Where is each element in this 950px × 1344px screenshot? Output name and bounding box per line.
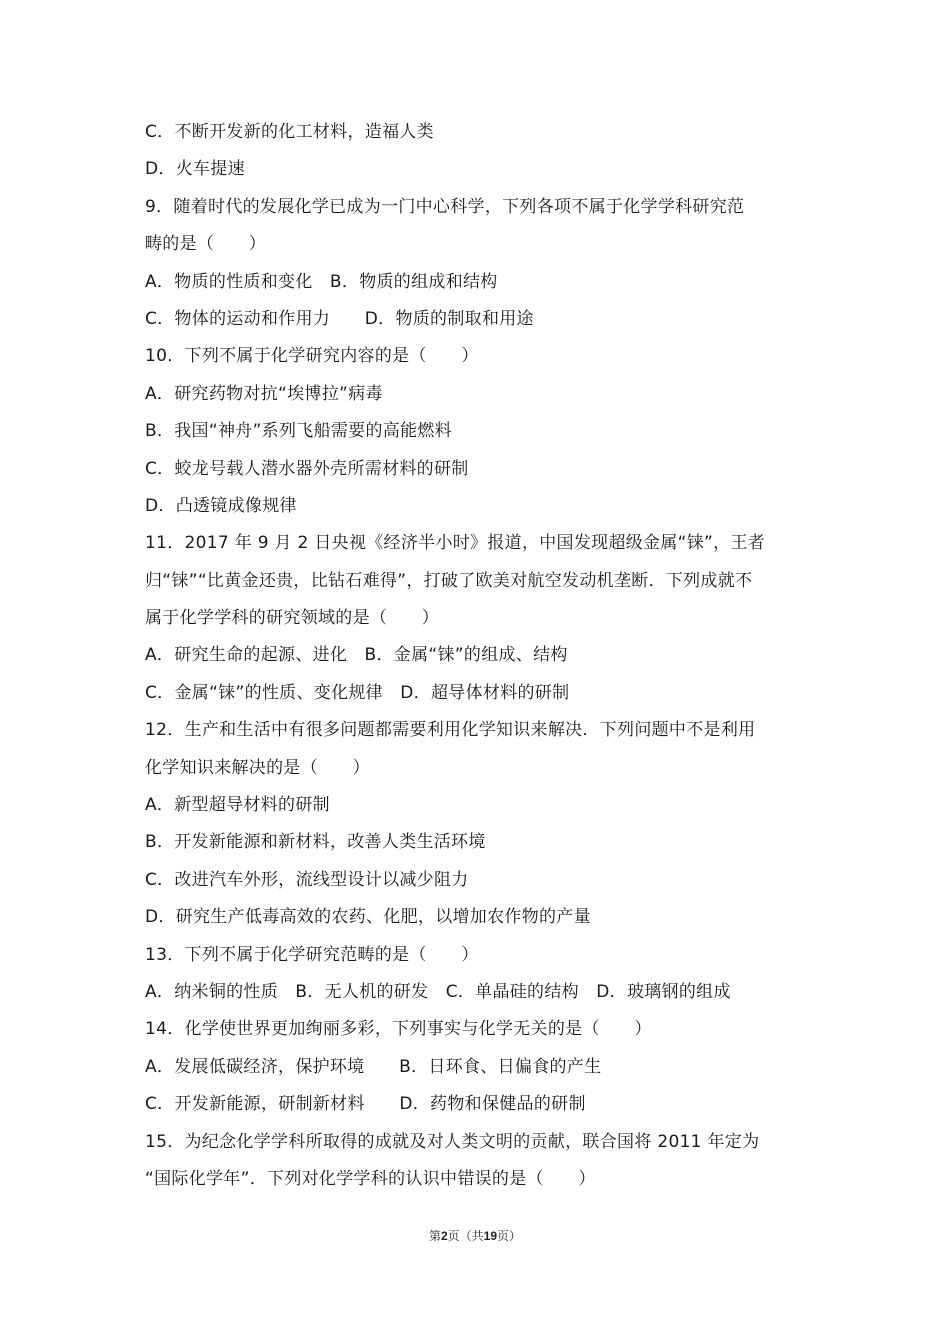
text-line: C．改进汽车外形，流线型设计以减少阻力	[145, 869, 469, 890]
text-line: A．研究药物对抗“埃博拉”病毒	[145, 383, 383, 404]
text-line: 13．下列不属于化学研究范畴的是（ ）	[145, 944, 479, 965]
text-line: “国际化学年”．下列对化学学科的认识中错误的是（ ）	[145, 1168, 596, 1189]
page-footer	[0, 1226, 950, 1246]
text-line: B．我国“神舟”系列飞船需要的高能燃料	[145, 421, 452, 442]
text-line: D．研究生产低毒高效的农药、化肥，以增加农作物的产量	[145, 907, 591, 928]
text-line: D．火车提速	[145, 159, 245, 180]
footer-prefix: 第	[428, 1229, 441, 1243]
text-line: A．发展低碳经济，保护环境 B．日环食、日偏食的产生	[145, 1056, 602, 1077]
text-line: 14．化学使世界更加绚丽多彩，下列事实与化学无关的是（ ）	[145, 1019, 652, 1040]
text-line: 9．随着时代的发展化学已成为一门中心科学，下列各项不属于化学学科研究范	[145, 196, 745, 217]
text-line: 畴的是（ ）	[145, 234, 267, 255]
text-line: C．开发新能源，研制新材料 D．药物和保健品的研制	[145, 1094, 586, 1115]
text-line: C．蛟龙号载人潜水器外壳所需材料的研制	[145, 458, 469, 479]
text-line: 归“铼”“比黄金还贵，比钻石难得”，打破了欧美对航空发动机垄断．下列成就不	[145, 570, 753, 591]
text-line: C．物体的运动和作用力 D．物质的制取和用途	[145, 308, 534, 329]
text-line: A．物质的性质和变化 B．物质的组成和结构	[145, 271, 498, 292]
text-line: 10．下列不属于化学研究内容的是（ ）	[145, 346, 479, 367]
question-text-block	[145, 114, 810, 1198]
footer-suffix: 页）	[497, 1229, 522, 1243]
text-line: D．凸透镜成像规律	[145, 495, 297, 516]
page-number: 2	[440, 1229, 448, 1243]
text-line: 12．生产和生活中有很多问题都需要利用化学知识来解决．下列问题中不是利用	[145, 720, 756, 741]
text-line: A．纳米铜的性质 B．无人机的研发 C．单晶硅的结构 D．玻璃钢的组成	[145, 981, 731, 1002]
text-line: C．金属“铼”的性质、变化规律 D．超导体材料的研制	[145, 682, 570, 703]
text-line: A．研究生命的起源、进化 B．金属“铼”的组成、结构	[145, 645, 568, 666]
footer-middle: 页（共	[447, 1229, 484, 1243]
text-line: 15．为纪念化学学科所取得的成就及对人类文明的贡献，联合国将 2011 年定为	[145, 1131, 760, 1152]
text-line: 属于化学学科的研究领域的是（ ）	[145, 608, 440, 629]
text-line: 11．2017 年 9 月 2 日央视《经济半小时》报道，中国发现超级金属“铼”，王者	[145, 533, 766, 554]
total-pages: 19	[483, 1229, 498, 1243]
text-line: C．不断开发新的化工材料，造福人类	[145, 122, 434, 142]
text-line: B．开发新能源和新材料，改善人类生活环境	[145, 832, 486, 853]
text-line: 化学知识来解决的是（ ）	[145, 757, 370, 778]
text-line: A．新型超导材料的研制	[145, 795, 330, 816]
